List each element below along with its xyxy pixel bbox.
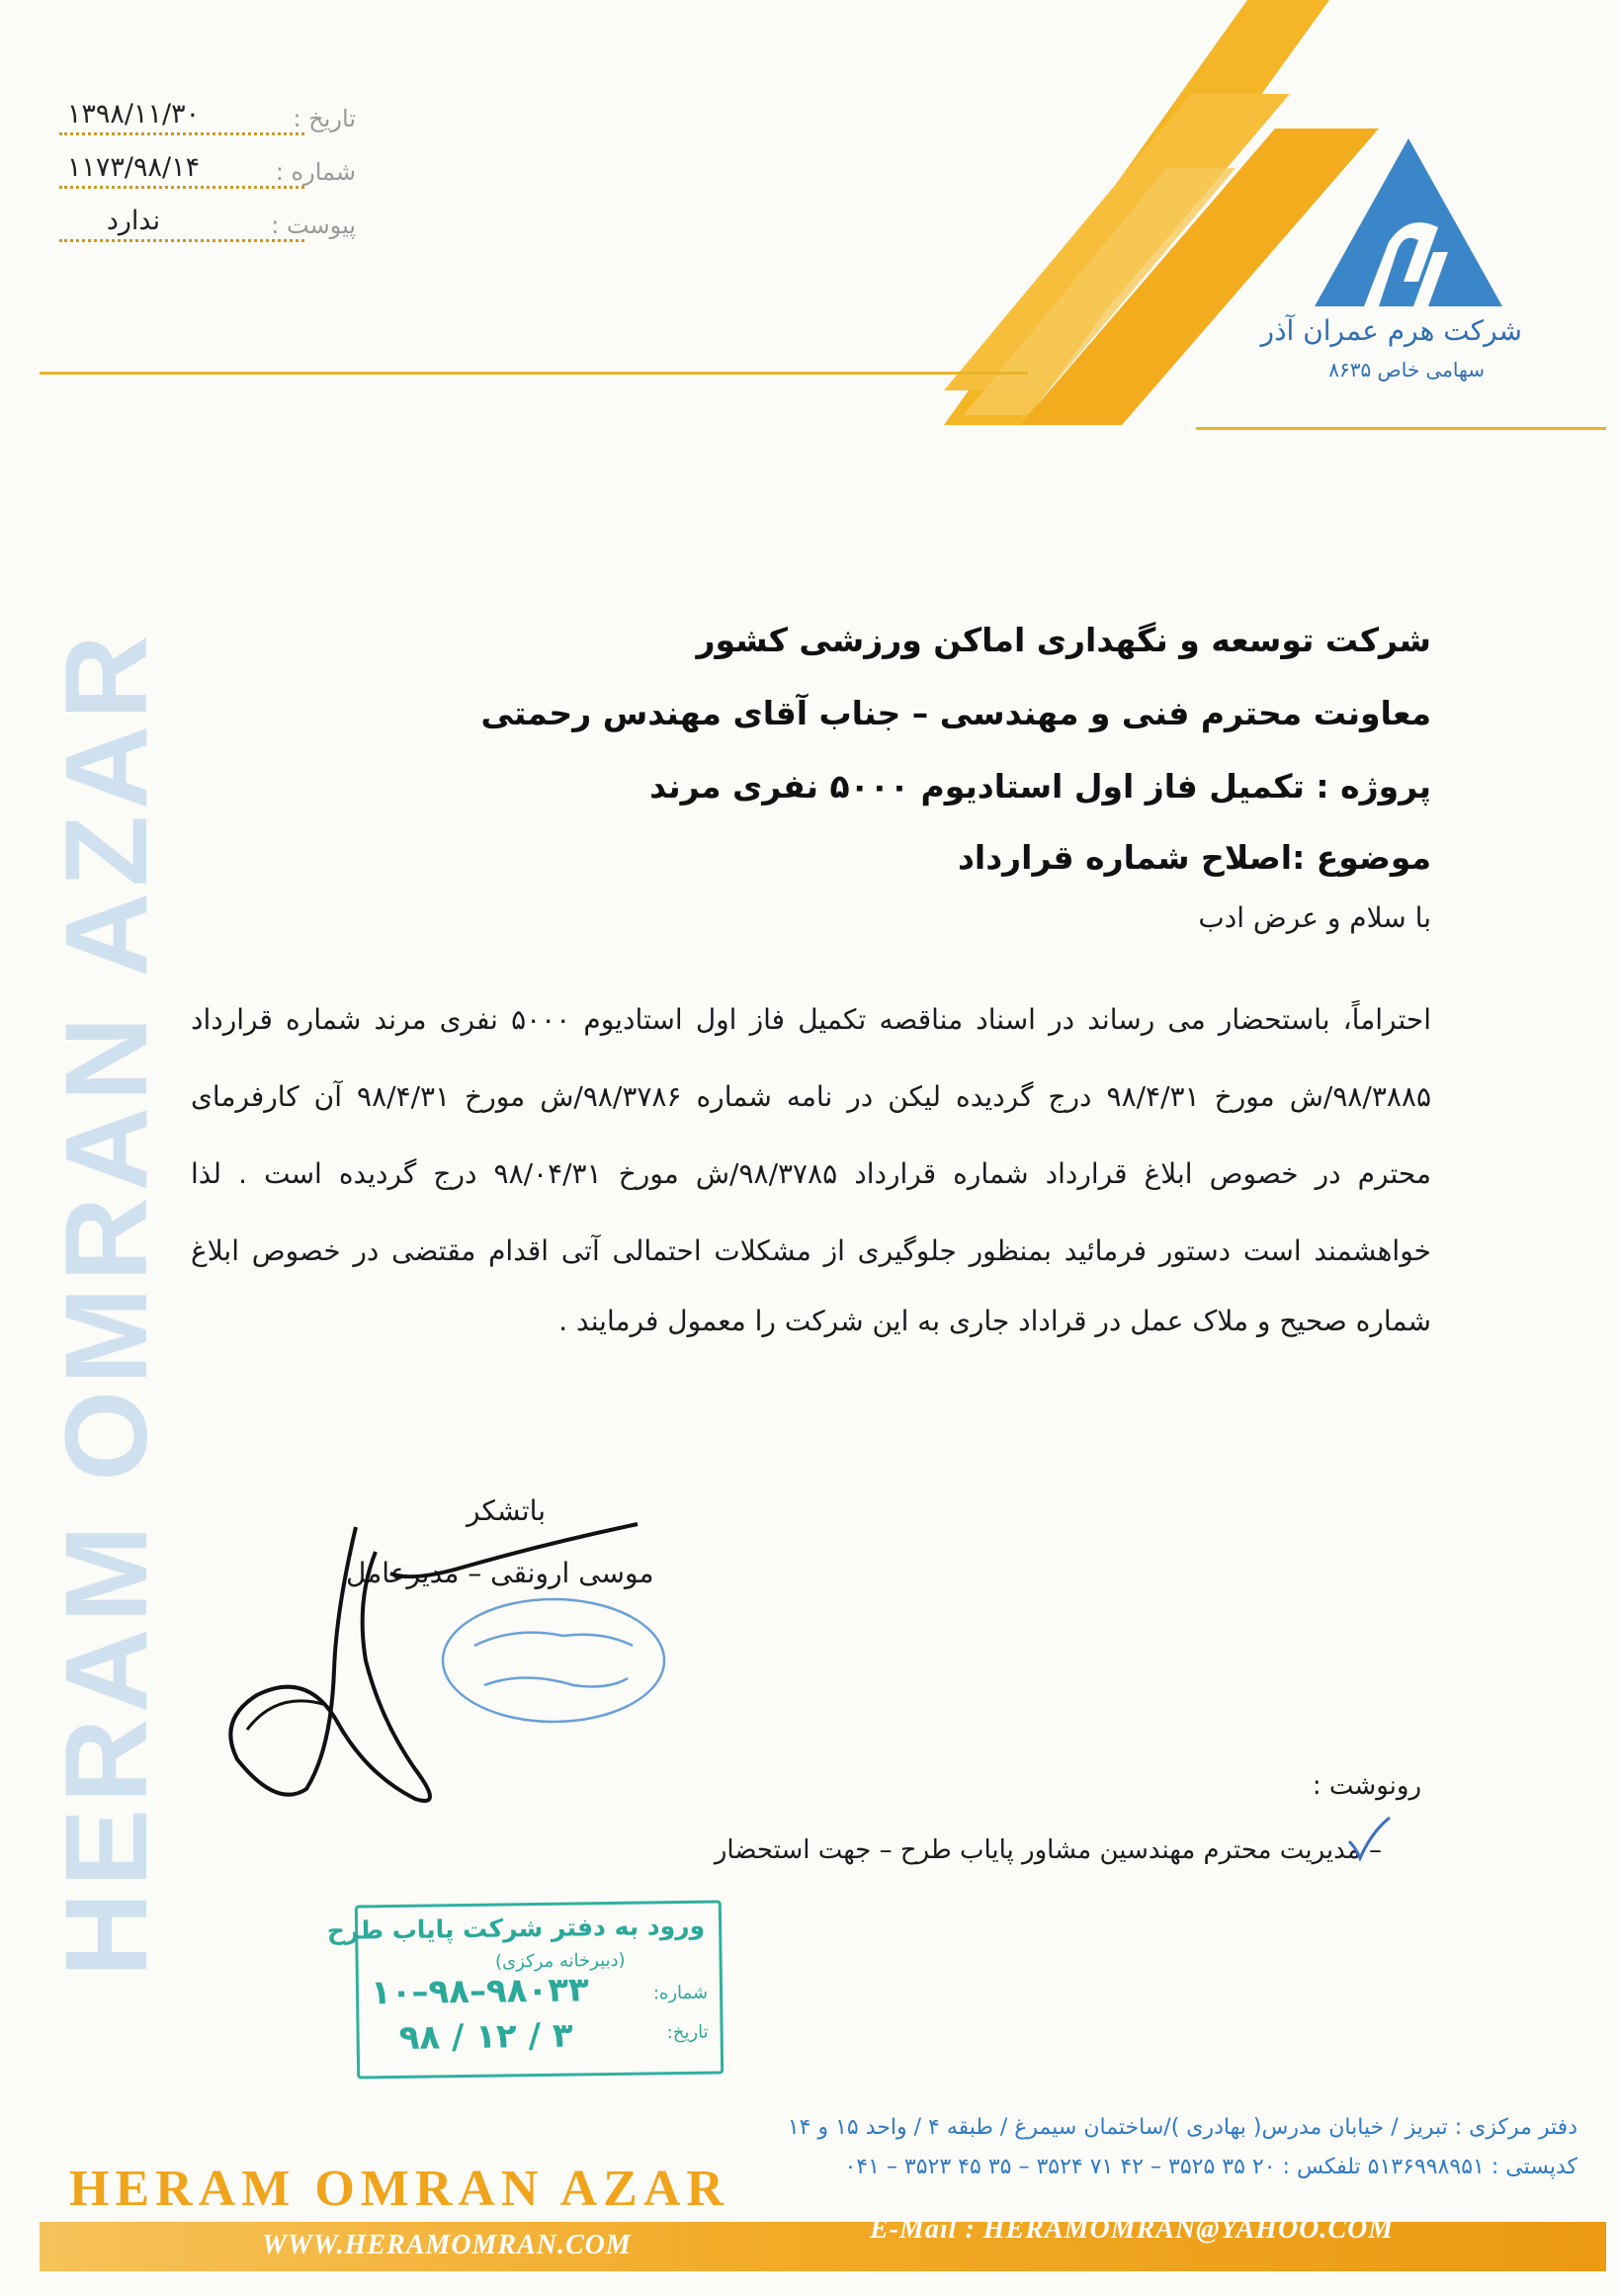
date-value: ۱۳۹۸/۱۱/۳۰: [66, 99, 201, 129]
stamp-title: ورود به دفتر شرکت پایاب طرح: [326, 1911, 706, 1945]
number-dots: [59, 186, 304, 189]
subject-line: موضوع :اصلاح شماره قرارداد: [957, 838, 1431, 877]
date-dots: [59, 132, 304, 135]
company-registration: سهامی خاص ۸۶۳۵: [1328, 358, 1485, 382]
date-field: [40, 99, 356, 142]
number-field: [40, 152, 356, 196]
checkmark-icon: [1344, 1814, 1394, 1863]
number-label: شماره :: [275, 158, 356, 186]
received-stamp: [326, 1900, 724, 2079]
footer-brand: HERAM OMRAN AZAR: [69, 2161, 729, 2217]
body-line-2: ۹۸/۳۸۸۵/ش مورخ ۹۸/۴/۳۱ درج گردیده لیکن در نامه شماره ۹۸/۳۷۸۶/ش مورخ ۹۸/۴/۳۱ آن کارفرمای: [191, 1080, 1431, 1113]
attachment-field: [40, 206, 356, 249]
footer-website[interactable]: WWW.HERAMOMRAN.COM: [262, 2230, 632, 2260]
greeting: با سلام و عرض ادب: [1198, 901, 1431, 934]
footer-address: دفتر مرکزی : تبریز / خیابان مدرس( بهادری )/ساختمان سیمرغ / طبقه ۴ / واحد ۱۵ و ۱۴: [787, 2115, 1577, 2140]
cc-line: – مدیریت محترم مهندسین مشاور پایاب طرح – جهت استحضار: [714, 1835, 1382, 1865]
recipient: شرکت توسعه و نگهداری اماکن ورزشی کشور: [696, 621, 1431, 659]
date-label: تاریخ :: [293, 105, 356, 132]
header-rule-left: [40, 372, 1028, 375]
company-name: شرکت هرم عمران آذر: [1260, 314, 1522, 347]
stamp-subtitle: (دبیرخانه مرکزی): [494, 1949, 626, 1973]
cc-label: رونوشت :: [1312, 1771, 1421, 1801]
attachment-dots: [59, 239, 304, 242]
body-line-3: محترم در خصوص ابلاغ قرارداد شماره قرارداد ۹۸/۳۷۸۵/ش مورخ ۹۸/۰۴/۳۱ درج گردیده است . لذا: [191, 1157, 1431, 1190]
attention-line: معاونت محترم فنی و مهندسی – جناب آقای مهندس رحمتی: [480, 694, 1431, 732]
watermark-text: HERAM OMRAN AZAR: [42, 629, 172, 1977]
footer-email[interactable]: E-Mail : HERAMOMRAN@YAHOO.COM: [870, 2214, 1395, 2245]
number-value: ۱۱۷۳/۹۸/۱۴: [66, 152, 201, 183]
body-line-5: شماره صحیح و ملاک عمل در قراداد جاری به این شرکت را معمول فرمایند .: [558, 1305, 1431, 1337]
company-seal-icon: [435, 1591, 672, 1730]
footer-contact: کدپستی : ۵۱۳۶۹۹۸۹۵۱ تلفکس : ۲۰ ۳۵ ۳۵۲۵ – ۴۲ ۷۱ ۳۵۲۴ – ۳۵ ۴۵ ۳۵۲۳ – ۰۴۱: [844, 2155, 1577, 2179]
stamp-number-value: ۱۰–۹۸–۹۸۰۳۳: [370, 1970, 590, 2013]
body-line-4: خواهشمند است دستور فرمائید بمنظور جلوگیری از مشکلات احتمالی آتی اقدام مقتضی در خصوص ابلاغ: [191, 1234, 1431, 1267]
stamp-number-label: شماره:: [652, 1982, 709, 2004]
project-line: پروژه : تکمیل فاز اول استادیوم ۵۰۰۰ نفری مرند: [649, 767, 1431, 806]
signer: موسی ارونقی – مدیرعامل: [346, 1557, 654, 1589]
header-rule-right: [1196, 427, 1606, 430]
attachment-label: پیوست :: [271, 212, 356, 239]
stamp-date-label: تاریخ:: [666, 2021, 709, 2044]
attachment-value: ندارد: [106, 206, 161, 236]
closing: باتشکر: [467, 1494, 547, 1527]
company-logo-icon: [1310, 133, 1507, 311]
body-line-1: احتراماً، باستحضار می رساند در اسناد مناقصه تکمیل فاز اول استادیوم ۵۰۰۰ نفری مرند شماره قرارداد: [191, 1003, 1431, 1036]
stamp-date-value: ۹۸ / ۱۲ / ۳: [398, 2015, 573, 2058]
